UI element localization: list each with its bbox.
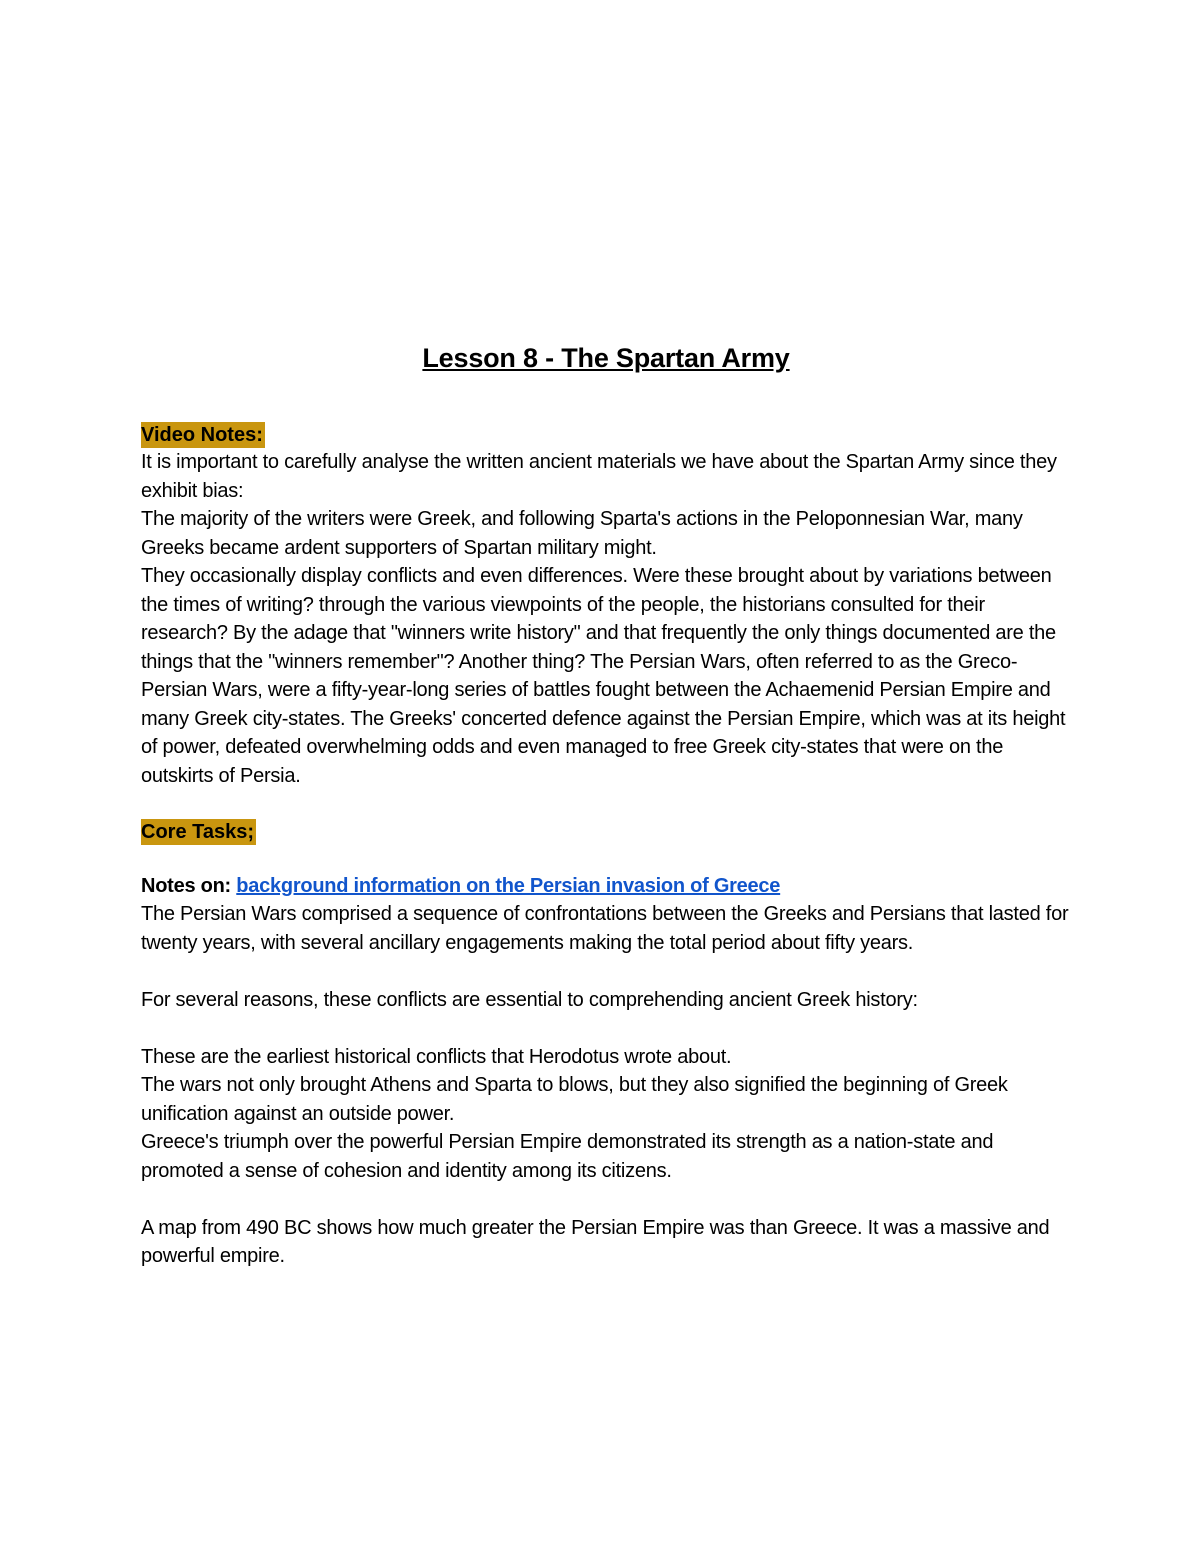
reason-line: The wars not only brought Athens and Sparta to blows, but they also signified the beginning of Greek unification against an outside power. (141, 1074, 1008, 1125)
video-notes-paragraph: They occasionally display conflicts and even differences. Were these brought about by variations between the times of writing? through the various viewpoints of the people, the historians consulted for their research? By the adage that "winners write history" and that frequently the only things documented are the things that the "winners remember"? Another thing? The Persian Wars, often referred to as the Greco-Persian Wars, were a fifty-year-long series of battles fought between the Achaemenid Persian Empire and many Greek city-states. The Greeks' concerted defence against the Persian Empire, which was at its height of power, defeated overwhelming odds and even managed to free Greek city-states that were on the outskirts of Persia. (141, 565, 1066, 787)
notes-on-prefix: Notes on: (141, 874, 231, 897)
page-title: Lesson 8 - The Spartan Army (422, 343, 790, 373)
video-notes-paragraph: It is important to carefully analyse the written ancient materials we have about the Spartan Army since they exhibit bias: (141, 451, 1057, 502)
video-notes-section (141, 422, 1071, 790)
notes-on-line (141, 872, 1071, 901)
core-tasks-section (141, 819, 1071, 1271)
blank-line (141, 957, 1071, 986)
blank-line (141, 1014, 1071, 1043)
core-tasks-paragraph: For several reasons, these conflicts are essential to comprehending ancient Greek history: (141, 988, 918, 1011)
reason-line: Greece's triumph over the powerful Persian Empire demonstrated its strength as a nation-state and promoted a sense of cohesion and identity among its citizens. (141, 1131, 994, 1182)
core-tasks-label: Core Tasks; (141, 820, 255, 843)
video-notes-paragraph: The majority of the writers were Greek, and following Sparta's actions in the Peloponnesian War, many Greeks became ardent supporters of Spartan military might. (141, 508, 1023, 559)
background-info-link[interactable]: background information on the Persian invasion of Greece (236, 874, 781, 897)
reason-line: These are the earliest historical conflicts that Herodotus wrote about. (141, 1045, 732, 1068)
blank-line (141, 790, 1071, 819)
blank-line (141, 1185, 1071, 1214)
spacer (141, 376, 1071, 422)
video-notes-label: Video Notes: (141, 424, 263, 446)
core-tasks-paragraph: The Persian Wars comprised a sequence of confrontations between the Greeks and Persians that lasted for twenty years, with several ancillary engagements making the total period about fifty years. (141, 903, 1069, 954)
blank-line (141, 845, 1071, 872)
document-page (141, 340, 1071, 1271)
core-tasks-paragraph: A map from 490 BC shows how much greater the Persian Empire was than Greece. It was a massive and powerful empire. (141, 1216, 1050, 1267)
